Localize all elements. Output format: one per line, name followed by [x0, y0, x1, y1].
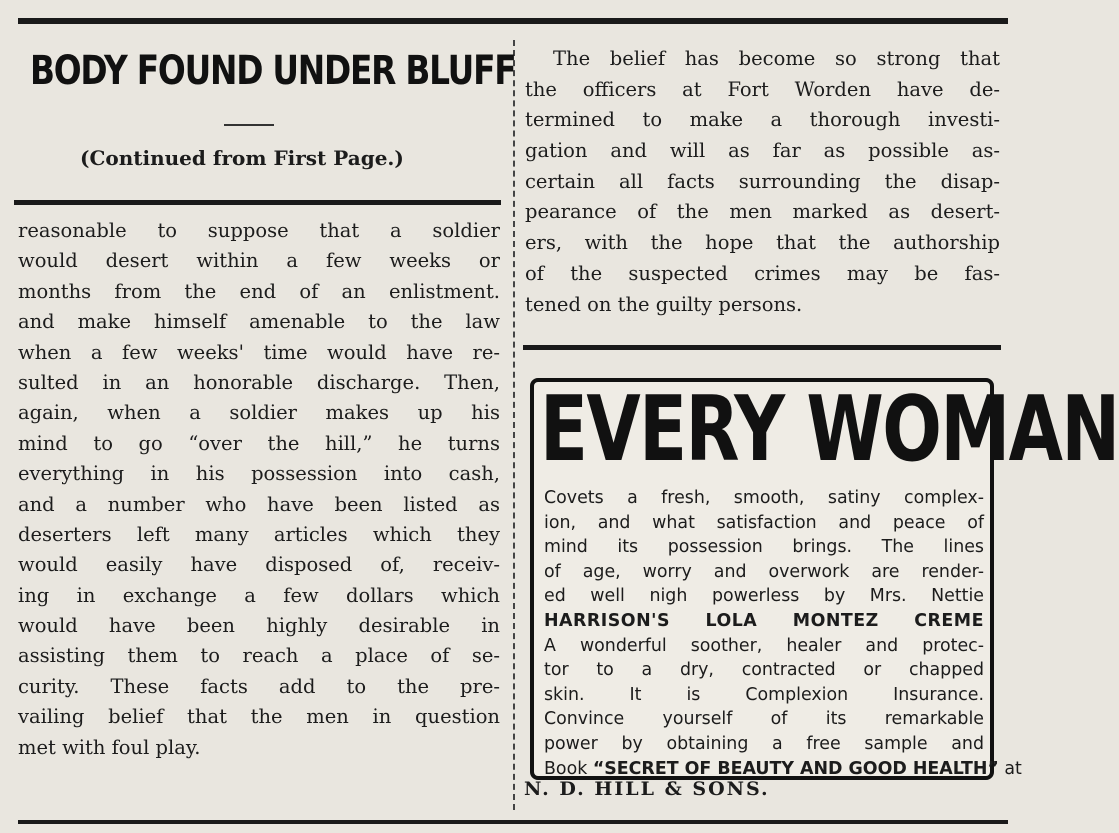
ad-line: power by obtaining a free sample and	[544, 733, 984, 754]
bottom-rule	[18, 820, 1008, 824]
text-line: The belief has become so strong that	[553, 47, 1000, 70]
text-line: sulted in an honorable discharge. Then,	[18, 370, 500, 394]
text-line: months from the end of an enlistment.	[18, 279, 500, 303]
ad-separator-rule	[523, 345, 1001, 350]
ad-body	[544, 486, 1022, 781]
text-line: met with foul play.	[18, 735, 201, 759]
column-divider	[513, 40, 515, 810]
ad-product-name: HARRISON'S LOLA MONTEZ CREME	[544, 610, 984, 631]
text-line: termined to make a thorough investi-	[525, 108, 1000, 132]
ad-title: EVERY WOMAN	[540, 377, 1119, 482]
ad-book-suffix: at	[1004, 758, 1022, 779]
text-line: the officers at Fort Worden have de-	[525, 77, 1000, 101]
text-line: reasonable to suppose that a soldier	[18, 219, 500, 242]
text-line: would desert within a few weeks or	[18, 249, 500, 273]
ad-line: ed well nigh powerless by Mrs. Nettie	[544, 586, 984, 607]
text-line: of the suspected crimes may be fas-	[525, 261, 1000, 285]
advertisement-box	[530, 377, 1119, 780]
ad-book-prefix: Book	[544, 758, 588, 779]
headline-dash	[224, 124, 274, 126]
ad-line: Convince yourself of its remarkable	[544, 709, 984, 730]
top-rule	[18, 18, 1008, 24]
text-line: would easily have disposed of, receiv-	[18, 553, 500, 577]
text-line: deserters left many articles which they	[18, 522, 500, 546]
ad-line: tor to a dry, contracted or chapped	[544, 660, 984, 681]
text-line: everything in his possession into cash,	[18, 462, 500, 486]
subhead-rule	[14, 200, 501, 205]
text-line: certain all facts surrounding the disap-	[525, 169, 1000, 193]
text-line: pearance of the men marked as desert-	[525, 200, 1000, 224]
text-line: gation and will as far as possible as-	[525, 139, 1000, 163]
text-line: ers, with the hope that the authorship	[525, 231, 1000, 255]
ad-line: skin. It is Complexion Insurance.	[544, 684, 984, 705]
text-line: again, when a soldier makes up his	[18, 401, 500, 425]
subhead: (Continued from First Page.)	[80, 146, 404, 170]
headline: BODY FOUND UNDER BLUFF	[30, 48, 516, 94]
text-line: assisting them to reach a place of se-	[18, 644, 500, 668]
text-line: vailing belief that the men in question	[18, 705, 500, 729]
text-line: and make himself amenable to the law	[18, 310, 500, 334]
ad-book-title: “SECRET OF BEAUTY AND GOOD HEALTH”	[592, 758, 999, 779]
ad-line: ion, and what satisfaction and peace of	[544, 512, 984, 533]
ad-line: mind its possession brings. The lines	[544, 537, 984, 558]
text-line: mind to go “over the hill,” he turns	[18, 431, 500, 455]
ad-seller: N. D. HILL & SONS.	[524, 778, 770, 800]
ad-line: Covets a fresh, smooth, satiny complex-	[544, 488, 984, 508]
text-line: would have been highly desirable in	[18, 614, 500, 638]
ad-line: A wonderful soother, healer and protec-	[544, 635, 984, 656]
text-line: and a number who have been listed as	[18, 492, 500, 516]
text-line: tened on the guilty persons.	[525, 292, 803, 316]
right-column-text	[525, 44, 1000, 320]
text-line: ing in exchange a few dollars which	[18, 583, 500, 607]
text-line: when a few weeks' time would have re-	[18, 340, 500, 364]
text-line: curity. These facts add to the pre-	[18, 674, 500, 698]
left-column-text	[18, 216, 500, 763]
ad-line: of age, worry and overwork are render-	[544, 561, 984, 582]
